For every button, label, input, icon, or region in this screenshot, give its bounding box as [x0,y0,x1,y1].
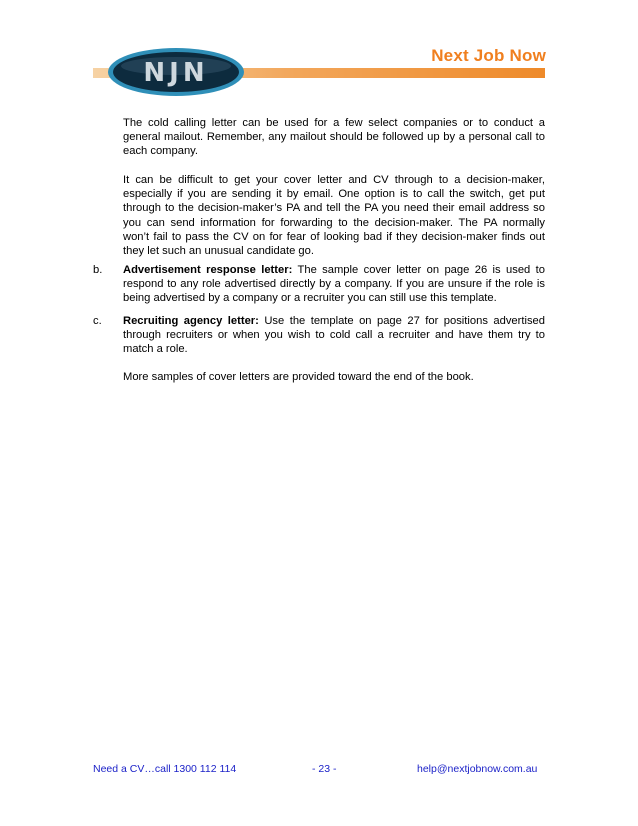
header-title: Next Job Now [431,46,546,65]
item-advertisement-response [123,263,545,306]
item-term: Recruiting agency letter: [123,315,259,327]
item-text: Use the template on page 27 for positions advertised through recruiters or when you wish to cold call a recruiter and have them try to match a role. [123,315,545,356]
logo-text: NJN [143,58,209,88]
item-recruiting-agency [123,314,545,357]
footer-email-link[interactable]: help@nextjobnow.com.au [417,763,538,775]
intro-paragraph-2: It can be difficult to get your cover letter and CV through to a decision-maker, especially if you are sending it by email. One option is to call the switch, get put through to the decision-maker’s PA and tell the PA you need their email address so you can send information for forwarding to the decision-maker. The PA normally won’t fail to pass the CV on for fear of looking bad if they decision-maker finds out they let such an unusual candidate go. [123,174,545,258]
intro-paragraph-1: The cold calling letter can be used for a few select companies or to conduct a general mailout. Remember, any mailout should be followed up by a personal call to each company. [123,117,545,158]
item-term: Advertisement response letter: [123,264,293,276]
item-marker-b: b. [93,264,103,276]
closing-paragraph: More samples of cover letters are provided toward the end of the book. [123,371,474,383]
njn-logo [106,46,246,98]
item-marker-c: c. [93,315,102,327]
footer-page-number: - 23 - [312,763,337,775]
item-text: The sample cover letter on page 26 is used to respond to any role advertised directly by a company. If you are unsure if the role is being advertised by a company or a recruiter you can still use this template. [123,264,545,305]
footer-phone: Need a CV…call 1300 112 114 [93,763,237,775]
